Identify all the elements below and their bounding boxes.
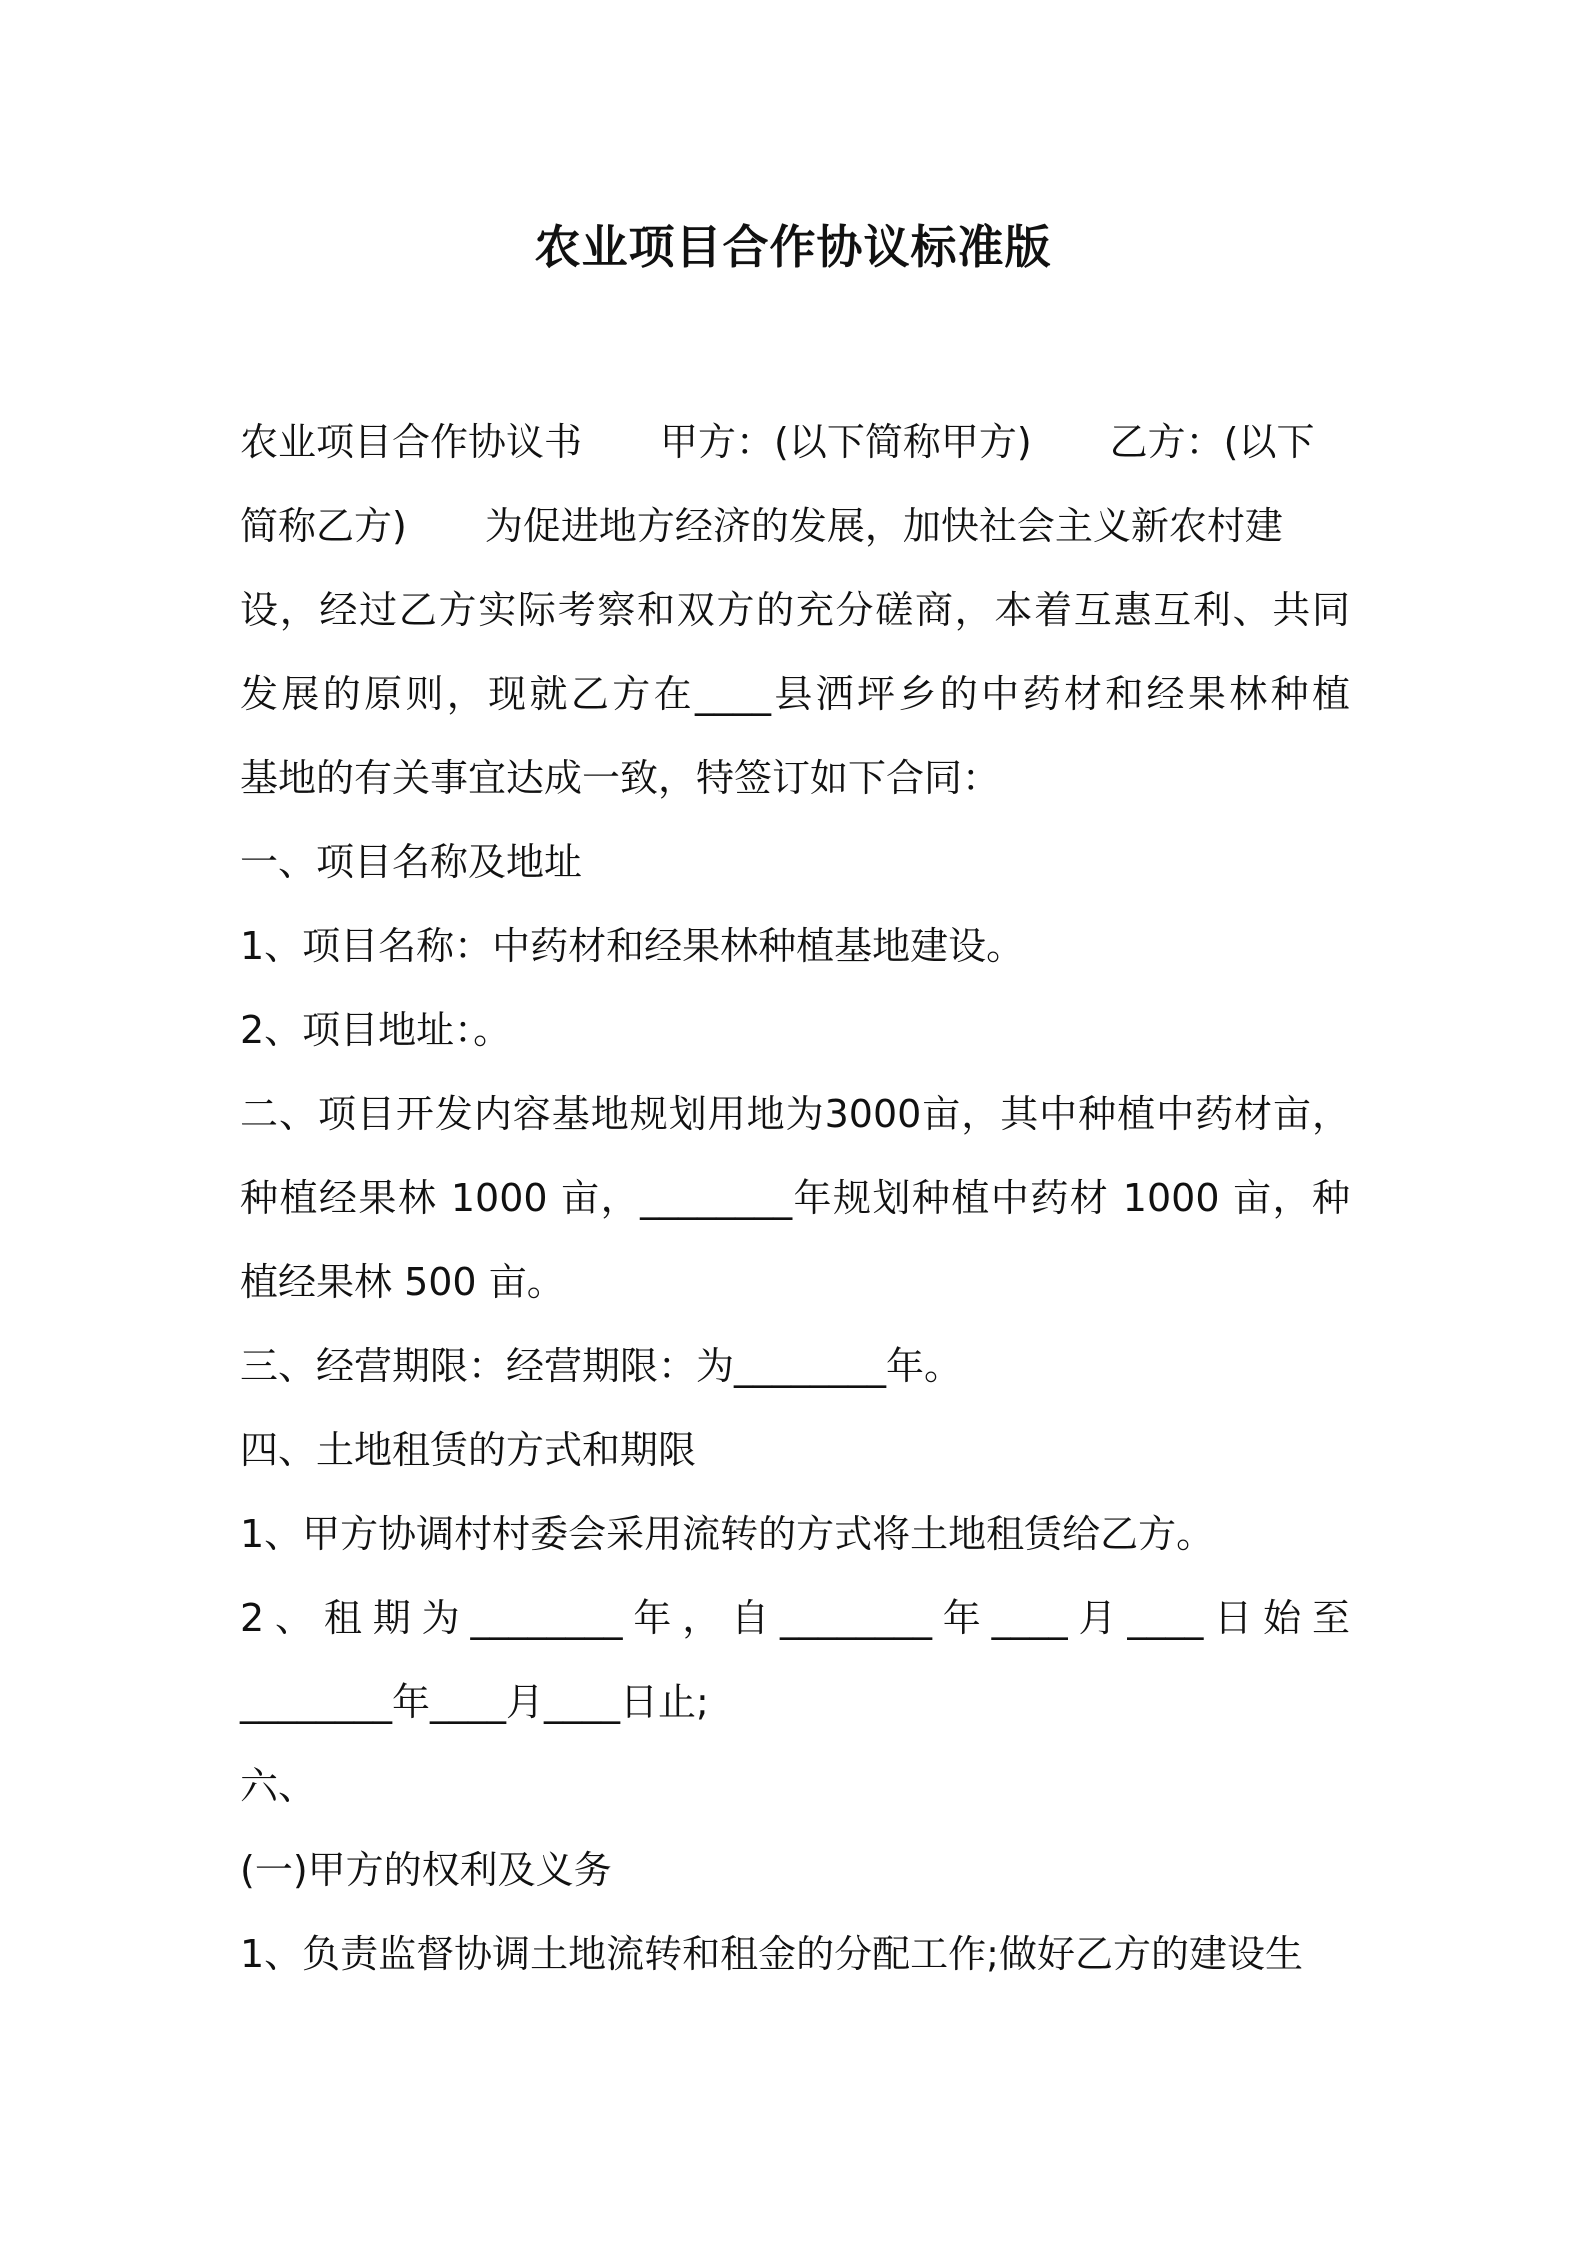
section-heading-2: 二、项目开发内容基地规划用地为3000亩，其中种植中药材亩， — [240, 1092, 1350, 1136]
intro-line-2 — [240, 484, 1350, 568]
agreement-name: 农业项目合作协议书 — [240, 420, 583, 464]
party-b-label-cont: 简称乙方) — [240, 504, 407, 548]
intro-line-5: 基地的有关事宜达成一致，特签订如下合同： — [240, 756, 1001, 800]
intro-line-3: 设，经过乙方实际考察和双方的充分磋商，本着互惠互利、共同 — [240, 588, 1350, 632]
clause-line: 植经果林 500 亩。 — [240, 1260, 565, 1304]
clause-line: 1、项目名称：中药材和经果林种植基地建设。 — [240, 924, 1025, 968]
section-heading-1: 一、项目名称及地址 — [240, 840, 583, 884]
document-body — [240, 400, 1350, 1996]
clause-line: 1、甲方协调村村委会采用流转的方式将土地租赁给乙方。 — [240, 1512, 1215, 1556]
intro-line-1 — [240, 400, 1350, 484]
section-heading-6: 六、 — [240, 1764, 317, 1808]
preamble-start: 为促进地方经济的发展，加快社会主义新农村建 — [484, 504, 1283, 548]
section-heading-4: 四、土地租赁的方式和期限 — [240, 1428, 697, 1472]
clause-line: 1、负责监督协调土地流转和租金的分配工作;做好乙方的建设生 — [240, 1932, 1303, 1976]
clause-line: 2、项目地址：。 — [240, 1008, 512, 1052]
clause-line: ________年____月____日止; — [240, 1680, 709, 1724]
clause-line: 种植经果林 1000 亩，________年规划种植中药材 1000 亩，种 — [240, 1176, 1350, 1220]
subsection-heading: (一)甲方的权利及义务 — [240, 1848, 612, 1892]
party-a-label: 甲方：(以下简称甲方) — [660, 420, 1032, 464]
clause-line: 2、租期为________年，自________年____月____日始至 — [240, 1596, 1350, 1640]
intro-line-4: 发展的原则，现就乙方在____县洒坪乡的中药材和经果林种植 — [240, 672, 1350, 716]
section-heading-3: 三、经营期限：经营期限：为________年。 — [240, 1344, 963, 1388]
document-title: 农业项目合作协议标准版 — [534, 220, 1052, 274]
party-b-label: 乙方：(以下 — [1109, 420, 1315, 464]
